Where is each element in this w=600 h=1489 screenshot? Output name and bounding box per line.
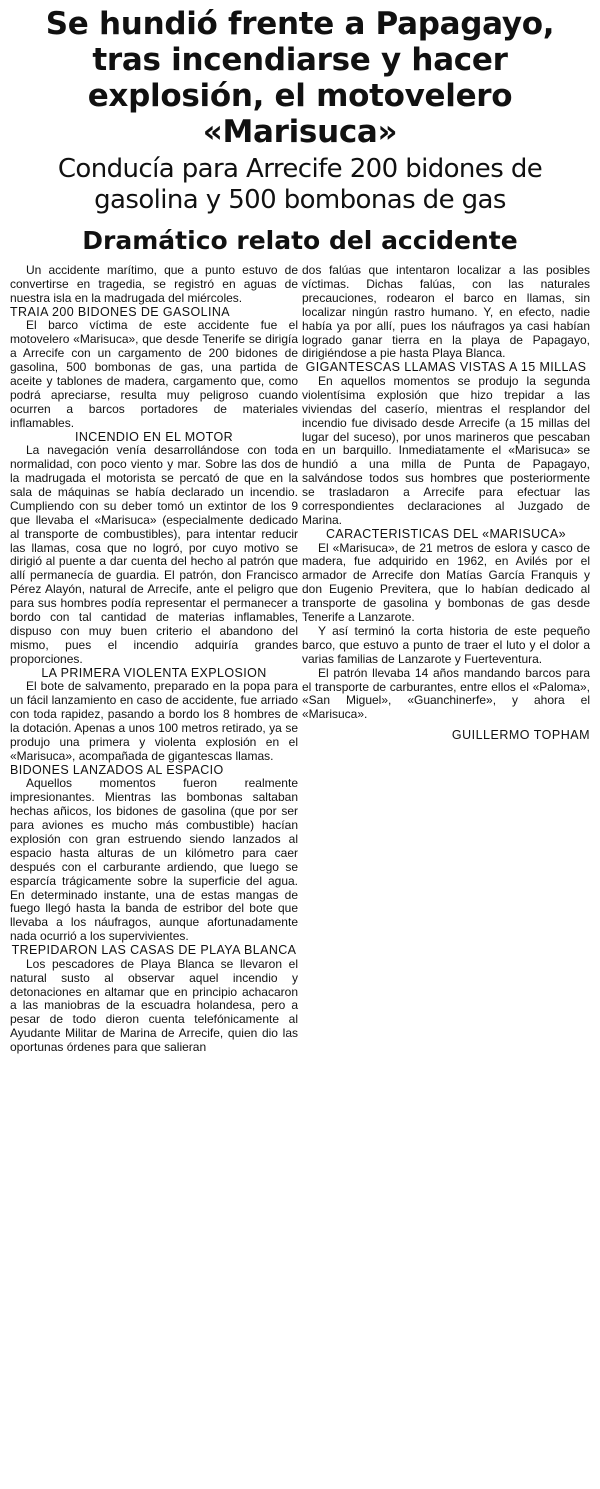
section-heading: BIDONES LANZADOS AL ESPACIO bbox=[10, 762, 224, 777]
section-paragraph: Y así terminó la corta historia de este pequeño barco, que estuvo a punto de traer el luto y el dolor a varias familias de Lanzarote y Fuerteventura. bbox=[302, 623, 590, 666]
section-heading: INCENDIO EN EL MOTOR bbox=[74, 429, 234, 444]
section-paragraph: En aquellos momentos se produjo la segunda violentísima explosión que hizo trepidar a las viviendas del caserío, mientras el resplandor del incendio fue divisado desde Arrecife (a 15 millas del lugar del suceso), por unos marineros que pescaban en un barquillo. Inmediatamente el «Marisuca» se hundió a una milla de Punta de Papagayo, salvándose todos sus hombres que posteriormente se trasladaron a Arrecife para efectuar las correspondientes declaraciones al Juzgado de Marina. bbox=[302, 373, 590, 527]
section-paragraph: Aquellos momentos fueron realmente impresionantes. Mientras las bombonas saltaban hechas añicos, los bidones de gasolina (que por ser para aviones es mucho más combustible) hacían explosión con gran estruendo siendo lanzados al espacio hasta alturas de un kilómetro para caer después con el carburante ardiendo, que luego se esparcía trágicamente sobre la superficie del agua. En determinado instante, una de estas mangas de fuego llegó hasta la banda de estribor del bote que llevaba a los náufragos, aunque afortunadamente nada ocurrió a los supervivientes. bbox=[10, 776, 298, 944]
section-heading: TRAIA 200 BIDONES DE GASOLINA bbox=[10, 304, 231, 319]
section-paragraph: La navegación venía desarrollándose con toda normalidad, con poco viento y mar. Sobre las dos de la madrugada el motorista se percató de que en la sala de máquinas se había declarado un incendio. Cumpliendo con su deber tomó un extintor de los 9 que llevaba el «Marisuca» (especialmente dedicado al transporte de combustibles), para intentar reducir las llamas, cosa que no logró, por cuyo motivo se dirigió al puente a dar cuenta del hecho al patrón que allí permanecía de guardia. El patrón, don Francisco Pérez Alayón, natural de Arrecife, ante el peligro que para sus hombres podía representar el permanecer a bordo con tal cantidad de materias inflamables, dispuso con muy buen criterio el abandono del mismo, pues el incendio adquiría grandes proporciones. bbox=[10, 443, 298, 666]
section-paragraph: El barco víctima de este accidente fue el motovelero «Marisuca», que desde Tenerife se dirigía a Arrecife con un cargamento de 200 bidones de gasolina, 500 bombonas de gas, una partida de aceite y tablones de madera, cargamento que, como podrá apreciarse, resulta muy peligroso cuando ocurren a barcos portadores de materiales inflamables. bbox=[10, 318, 298, 430]
article-columns bbox=[10, 264, 590, 1055]
section-heading: LA PRIMERA VIOLENTA EXPLOSION bbox=[41, 665, 267, 680]
section-paragraph: El «Marisuca», de 21 metros de eslora y casco de madera, fue adquirido en 1962, en Avilés por el armador de Arrecife don Matías García Franquis y don Eugenio Previtera, que lo habían dedicado al transporte de gasolina y bombonas de gas desde Tenerife a Lanzarote. bbox=[302, 540, 590, 625]
column-left bbox=[10, 264, 298, 1055]
subheadline: Conducía para Arrecife 200 bidones de gasolina y 500 bombonas de gas bbox=[57, 154, 543, 215]
section-heading: CARACTERISTICAS DEL «MARISUCA» bbox=[325, 526, 567, 541]
headline: Se hundió frente a Papagayo, tras incendiarse y hacer explosión, el motovelero «Marisuca» bbox=[45, 6, 555, 150]
section-heading: GIGANTESCAS LLAMAS VISTAS A 15 MILLAS bbox=[305, 360, 587, 375]
kicker: Dramático relato del accidente bbox=[82, 226, 518, 255]
column-right bbox=[302, 264, 590, 1055]
section-paragraph-continued: dos falúas que intentaron localizar a las posibles víctimas. Dichas falúas, con las naturales precauciones, rodearon el barco en llamas, sin localizar ningún rastro humano. Y, en efecto, nadie había ya por allí, pues los náufragos ya casi habían logrado ganar tierra en la playa de Papagayo, dirigiéndose a pie hasta Playa Blanca. bbox=[302, 263, 590, 361]
section-paragraph: Los pescadores de Playa Blanca se llevaron el natural susto al observar aquel incendio y detonaciones en altamar que en principio achacaron a las maniobras de la escuadra holandesa, pero a pesar de todo dieron cuenta telefónicamente al Ayudante Militar de Marina de Arrecife, quien dio las oportunas órdenes para que salieran bbox=[10, 956, 298, 1055]
intro-paragraph: Un accidente marítimo, que a punto estuvo de convertirse en tragedia, se registró en aguas de nuestra isla en la madrugada del miércoles. bbox=[10, 263, 298, 305]
section-paragraph: El patrón llevaba 14 años mandando barcos para el transporte de carburantes, entre ellos el «Paloma», «San Miguel», «Guanchinerfe», y ahora el «Marisuca». bbox=[302, 665, 590, 722]
section-paragraph: El bote de salvamento, preparado en la popa para un fácil lanzamiento en caso de accidente, fue arriado con toda rapidez, pasando a bordo los 8 hombres de la dotación. Apenas a unos 100 metros retirado, ya se produjo una primera y violenta explosión en el «Marisuca», acompañada de gigantescas llamas. bbox=[10, 679, 298, 763]
byline: GUILLERMO TOPHAM bbox=[451, 728, 590, 743]
section-heading: TREPIDARON LAS CASAS DE PLAYA BLANCA bbox=[11, 943, 297, 958]
